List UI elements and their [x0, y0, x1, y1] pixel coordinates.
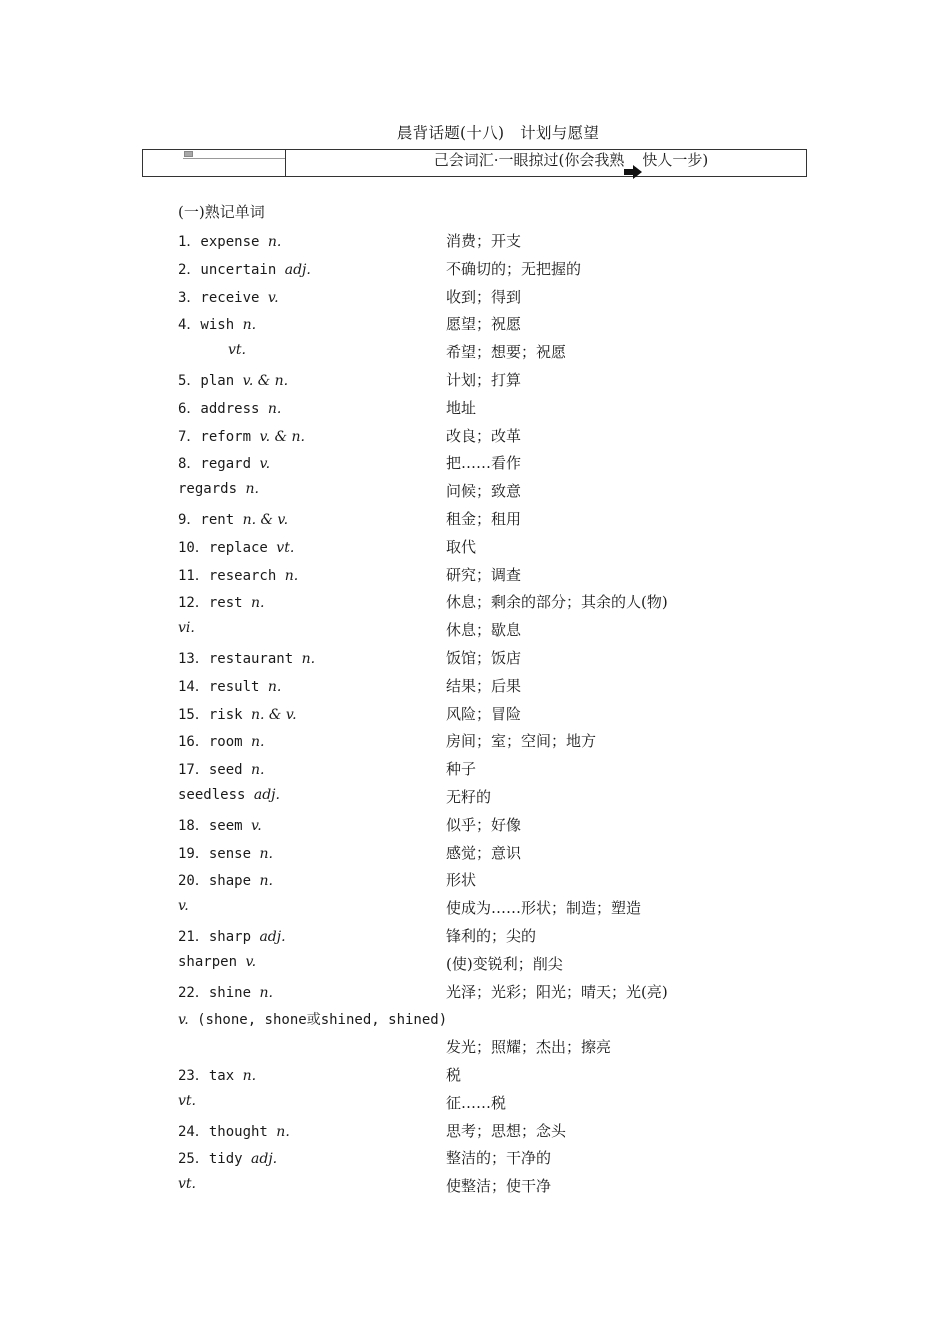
vocab-pos: n.	[267, 234, 282, 250]
vocab-row	[0, 505, 950, 533]
vocab-pos: n.	[259, 873, 273, 890]
vocab-word: 24．thought	[178, 1123, 277, 1140]
vocab-row	[0, 1172, 950, 1200]
vocab-word: 2．uncertain	[178, 261, 285, 278]
vocab-pos: n. & v.	[242, 511, 289, 528]
vocab-term	[178, 1176, 196, 1192]
vocab-forms: (shone, shone或shined, shined)	[188, 1012, 448, 1029]
vocab-meaning: 问候；致意	[446, 482, 522, 501]
section-title: (一)熟记单词	[178, 203, 265, 221]
vocab-pos: n.	[284, 567, 299, 584]
vocab-word: 9．rent	[178, 511, 243, 528]
vocab-pos: n.	[267, 400, 282, 417]
vocab-word: 5．plan	[178, 372, 243, 389]
vocab-meaning: 种子	[446, 760, 477, 779]
vocab-term	[178, 1065, 256, 1085]
banner-text: 己会词汇·一眼掠过(你会我熟	[433, 151, 625, 169]
vocab-pos: adj.	[251, 1151, 278, 1168]
vocab-row	[0, 978, 950, 1006]
vocab-term	[178, 648, 315, 668]
vocab-row	[0, 366, 950, 394]
vocab-term	[178, 926, 286, 946]
vocab-term	[228, 342, 246, 358]
vocab-term	[178, 565, 298, 585]
vocab-word: sharpen	[178, 953, 246, 970]
vocab-meaning: 租金；租用	[446, 509, 522, 528]
vocab-row	[0, 1144, 950, 1172]
vocab-row	[0, 783, 950, 811]
vocab-meaning: 光泽；光彩；阳光；晴天；光(亮)	[446, 982, 668, 1001]
vocab-meaning: 形状	[446, 871, 477, 890]
vocab-word: 25．tidy	[178, 1151, 252, 1168]
vocab-word: 21．sharp	[178, 928, 260, 945]
vocab-row	[0, 255, 950, 283]
vocab-term	[178, 982, 273, 1002]
banner-tab-line	[183, 158, 285, 159]
vocab-meaning: 整洁的；干净的	[446, 1149, 552, 1168]
vocab-term	[178, 592, 264, 612]
vocab-pos: v. & n.	[259, 428, 305, 445]
vocab-meaning: 计划；打算	[446, 370, 522, 389]
vocab-word: 11．research	[178, 567, 285, 584]
vocab-pos: v.	[245, 953, 257, 970]
vocab-row	[0, 727, 950, 755]
vocab-term	[178, 259, 311, 279]
vocab-row	[0, 1089, 950, 1117]
vocab-row	[0, 839, 950, 867]
vocab-row	[0, 894, 950, 922]
vocab-meaning: 休息；剩余的部分；其余的人(物)	[446, 593, 668, 612]
vocab-row	[0, 449, 950, 477]
vocab-term	[178, 426, 305, 446]
vocab-row	[0, 1033, 950, 1061]
vocab-pos: n.	[245, 481, 259, 498]
vocab-meaning: 不确切的；无把握的	[446, 259, 582, 278]
vocab-term	[178, 731, 264, 751]
vocab-term	[178, 537, 294, 557]
vocab-row	[0, 811, 950, 839]
vocab-word: 17．seed	[178, 762, 252, 779]
vocab-row	[0, 310, 950, 338]
vocab-pos: adj.	[253, 786, 280, 803]
vocab-pos: vt.	[228, 342, 246, 359]
vocab-meaning: 结果；后果	[446, 676, 522, 695]
vocab-meaning: 把……看作	[446, 454, 522, 473]
vocab-row	[0, 866, 950, 894]
vocab-pos: v.	[267, 289, 279, 306]
vocab-pos: vt.	[178, 1092, 196, 1109]
vocab-row	[0, 477, 950, 505]
vocab-row	[0, 700, 950, 728]
vocab-row	[0, 1005, 950, 1033]
vocab-pos: v.	[251, 817, 262, 834]
vocab-pos: v.	[178, 898, 189, 915]
vocab-meaning: 收到；得到	[446, 287, 522, 306]
vocab-meaning: (使)变锐利；削尖	[446, 954, 563, 973]
vocab-term	[178, 704, 297, 724]
vocab-term	[178, 314, 256, 334]
vocab-pos: n.	[267, 678, 282, 695]
vocab-row	[0, 588, 950, 616]
vocab-term	[178, 1093, 196, 1109]
vocab-row	[0, 755, 950, 783]
vocab-term	[178, 398, 281, 418]
vocab-meaning: 希望；想要；祝愿	[446, 343, 567, 362]
vocab-term	[178, 370, 288, 390]
vocab-pos: n.	[242, 1067, 257, 1084]
vocab-list	[0, 227, 950, 1200]
vocab-row	[0, 672, 950, 700]
vocab-word: 10．replace	[178, 539, 277, 556]
banner-text-after: 快人一步)	[642, 151, 709, 169]
vocab-meaning: 愿望；祝愿	[446, 315, 522, 334]
vocab-word: regards	[178, 481, 246, 498]
vocab-meaning: 无籽的	[446, 787, 492, 806]
vocab-meaning: 思考；思想；念头	[446, 1121, 567, 1140]
vocab-row	[0, 1117, 950, 1145]
vocab-term	[178, 231, 281, 251]
vocab-term	[178, 676, 281, 696]
banner-heading	[286, 150, 806, 177]
vocab-pos: n.	[251, 734, 265, 751]
vocab-word: 14．result	[178, 678, 268, 695]
vocab-meaning: 似乎；好像	[446, 815, 522, 834]
vocab-row	[0, 533, 950, 561]
vocab-word: seedless	[178, 786, 254, 803]
vocab-pos: v. & n.	[242, 372, 289, 389]
banner-tab-mark	[184, 151, 193, 157]
vocab-word: 3．receive	[178, 289, 268, 306]
vocab-meaning: 税	[446, 1065, 462, 1084]
vocab-word: 7．reform	[178, 428, 260, 445]
banner-tab	[143, 150, 286, 177]
vocab-pos: adj.	[284, 261, 311, 278]
vocab-word: 1．expense	[178, 234, 268, 250]
vocab-term	[178, 954, 256, 970]
vocab-term	[178, 815, 262, 835]
vocab-pos: v.	[178, 1012, 189, 1029]
vocab-pos: vt.	[178, 1176, 196, 1193]
vocab-meaning: 发光；照耀；杰出；擦亮	[446, 1038, 612, 1057]
vocab-meaning: 房间；室；空间；地方	[446, 732, 597, 751]
vocab-word: 18．seem	[178, 817, 252, 834]
vocab-pos: n.	[276, 1123, 290, 1140]
vocab-term	[178, 620, 195, 636]
vocab-word: 4．wish	[178, 317, 243, 334]
vocab-term	[178, 481, 259, 497]
vocab-meaning: 休息；歇息	[446, 621, 522, 640]
vocab-meaning: 取代	[446, 537, 477, 556]
vocab-term	[178, 1148, 277, 1168]
vocab-row	[0, 922, 950, 950]
vocab-meaning: 消费；开支	[446, 232, 522, 250]
vocab-pos: n.	[259, 984, 273, 1001]
vocab-row	[0, 644, 950, 672]
vocab-word: 8．regard	[178, 456, 260, 473]
vocab-meaning: 使成为……形状；制造；塑造	[446, 899, 642, 918]
vocab-term	[178, 843, 273, 863]
vocab-pos: vt.	[276, 539, 295, 556]
vocab-row	[0, 616, 950, 644]
vocab-meaning: 使整洁；使干净	[446, 1177, 552, 1196]
vocab-row	[0, 422, 950, 450]
vocab-row	[0, 338, 950, 366]
vocab-row	[0, 950, 950, 978]
vocab-meaning: 地址	[446, 398, 477, 417]
vocab-pos: n.	[259, 845, 273, 862]
vocab-pos: vi.	[178, 620, 195, 637]
vocab-word: 19．sense	[178, 845, 260, 862]
vocab-word: 23．tax	[178, 1067, 243, 1084]
vocab-pos: n.	[251, 762, 265, 779]
vocab-row	[0, 227, 950, 255]
vocab-row	[0, 561, 950, 589]
vocab-meaning: 改良；改革	[446, 426, 522, 445]
vocab-term	[178, 453, 270, 473]
vocab-pos: n. & v.	[251, 706, 297, 723]
vocab-term	[178, 898, 189, 914]
vocab-row	[0, 283, 950, 311]
vocab-row	[0, 394, 950, 422]
vocab-pos: v.	[259, 456, 271, 473]
vocab-pos: adj.	[259, 928, 286, 945]
page-title: 晨背话题(十八) 计划与愿望	[396, 124, 600, 142]
vocab-term	[178, 1121, 290, 1141]
vocab-term	[178, 509, 288, 529]
vocab-meaning: 风险；冒险	[446, 704, 522, 723]
vocab-word: 20．shape	[178, 873, 260, 890]
section-banner	[142, 149, 807, 177]
vocab-meaning: 饭馆；饭店	[446, 648, 522, 667]
vocab-word: 6．address	[178, 400, 268, 417]
vocab-meaning: 研究；调查	[446, 565, 522, 584]
vocab-meaning: 感觉；意识	[446, 843, 522, 862]
vocab-meaning: 锋利的；尖的	[446, 926, 537, 945]
vocab-word: 15．risk	[178, 706, 252, 723]
vocab-term	[178, 759, 264, 779]
vocab-word: 22．shine	[178, 984, 260, 1001]
vocab-word: 12．rest	[178, 595, 252, 612]
vocab-term	[178, 870, 273, 890]
vocab-pos: n.	[251, 595, 265, 612]
vocab-word: 16．room	[178, 734, 252, 751]
vocab-pos: n.	[301, 650, 316, 667]
vocab-word: 13．restaurant	[178, 650, 302, 667]
vocab-meaning: 征……税	[446, 1093, 507, 1112]
vocab-term	[178, 287, 279, 307]
vocab-pos: n.	[242, 317, 257, 334]
vocab-term	[178, 787, 280, 803]
vocab-term	[178, 1009, 447, 1029]
vocab-row	[0, 1061, 950, 1089]
